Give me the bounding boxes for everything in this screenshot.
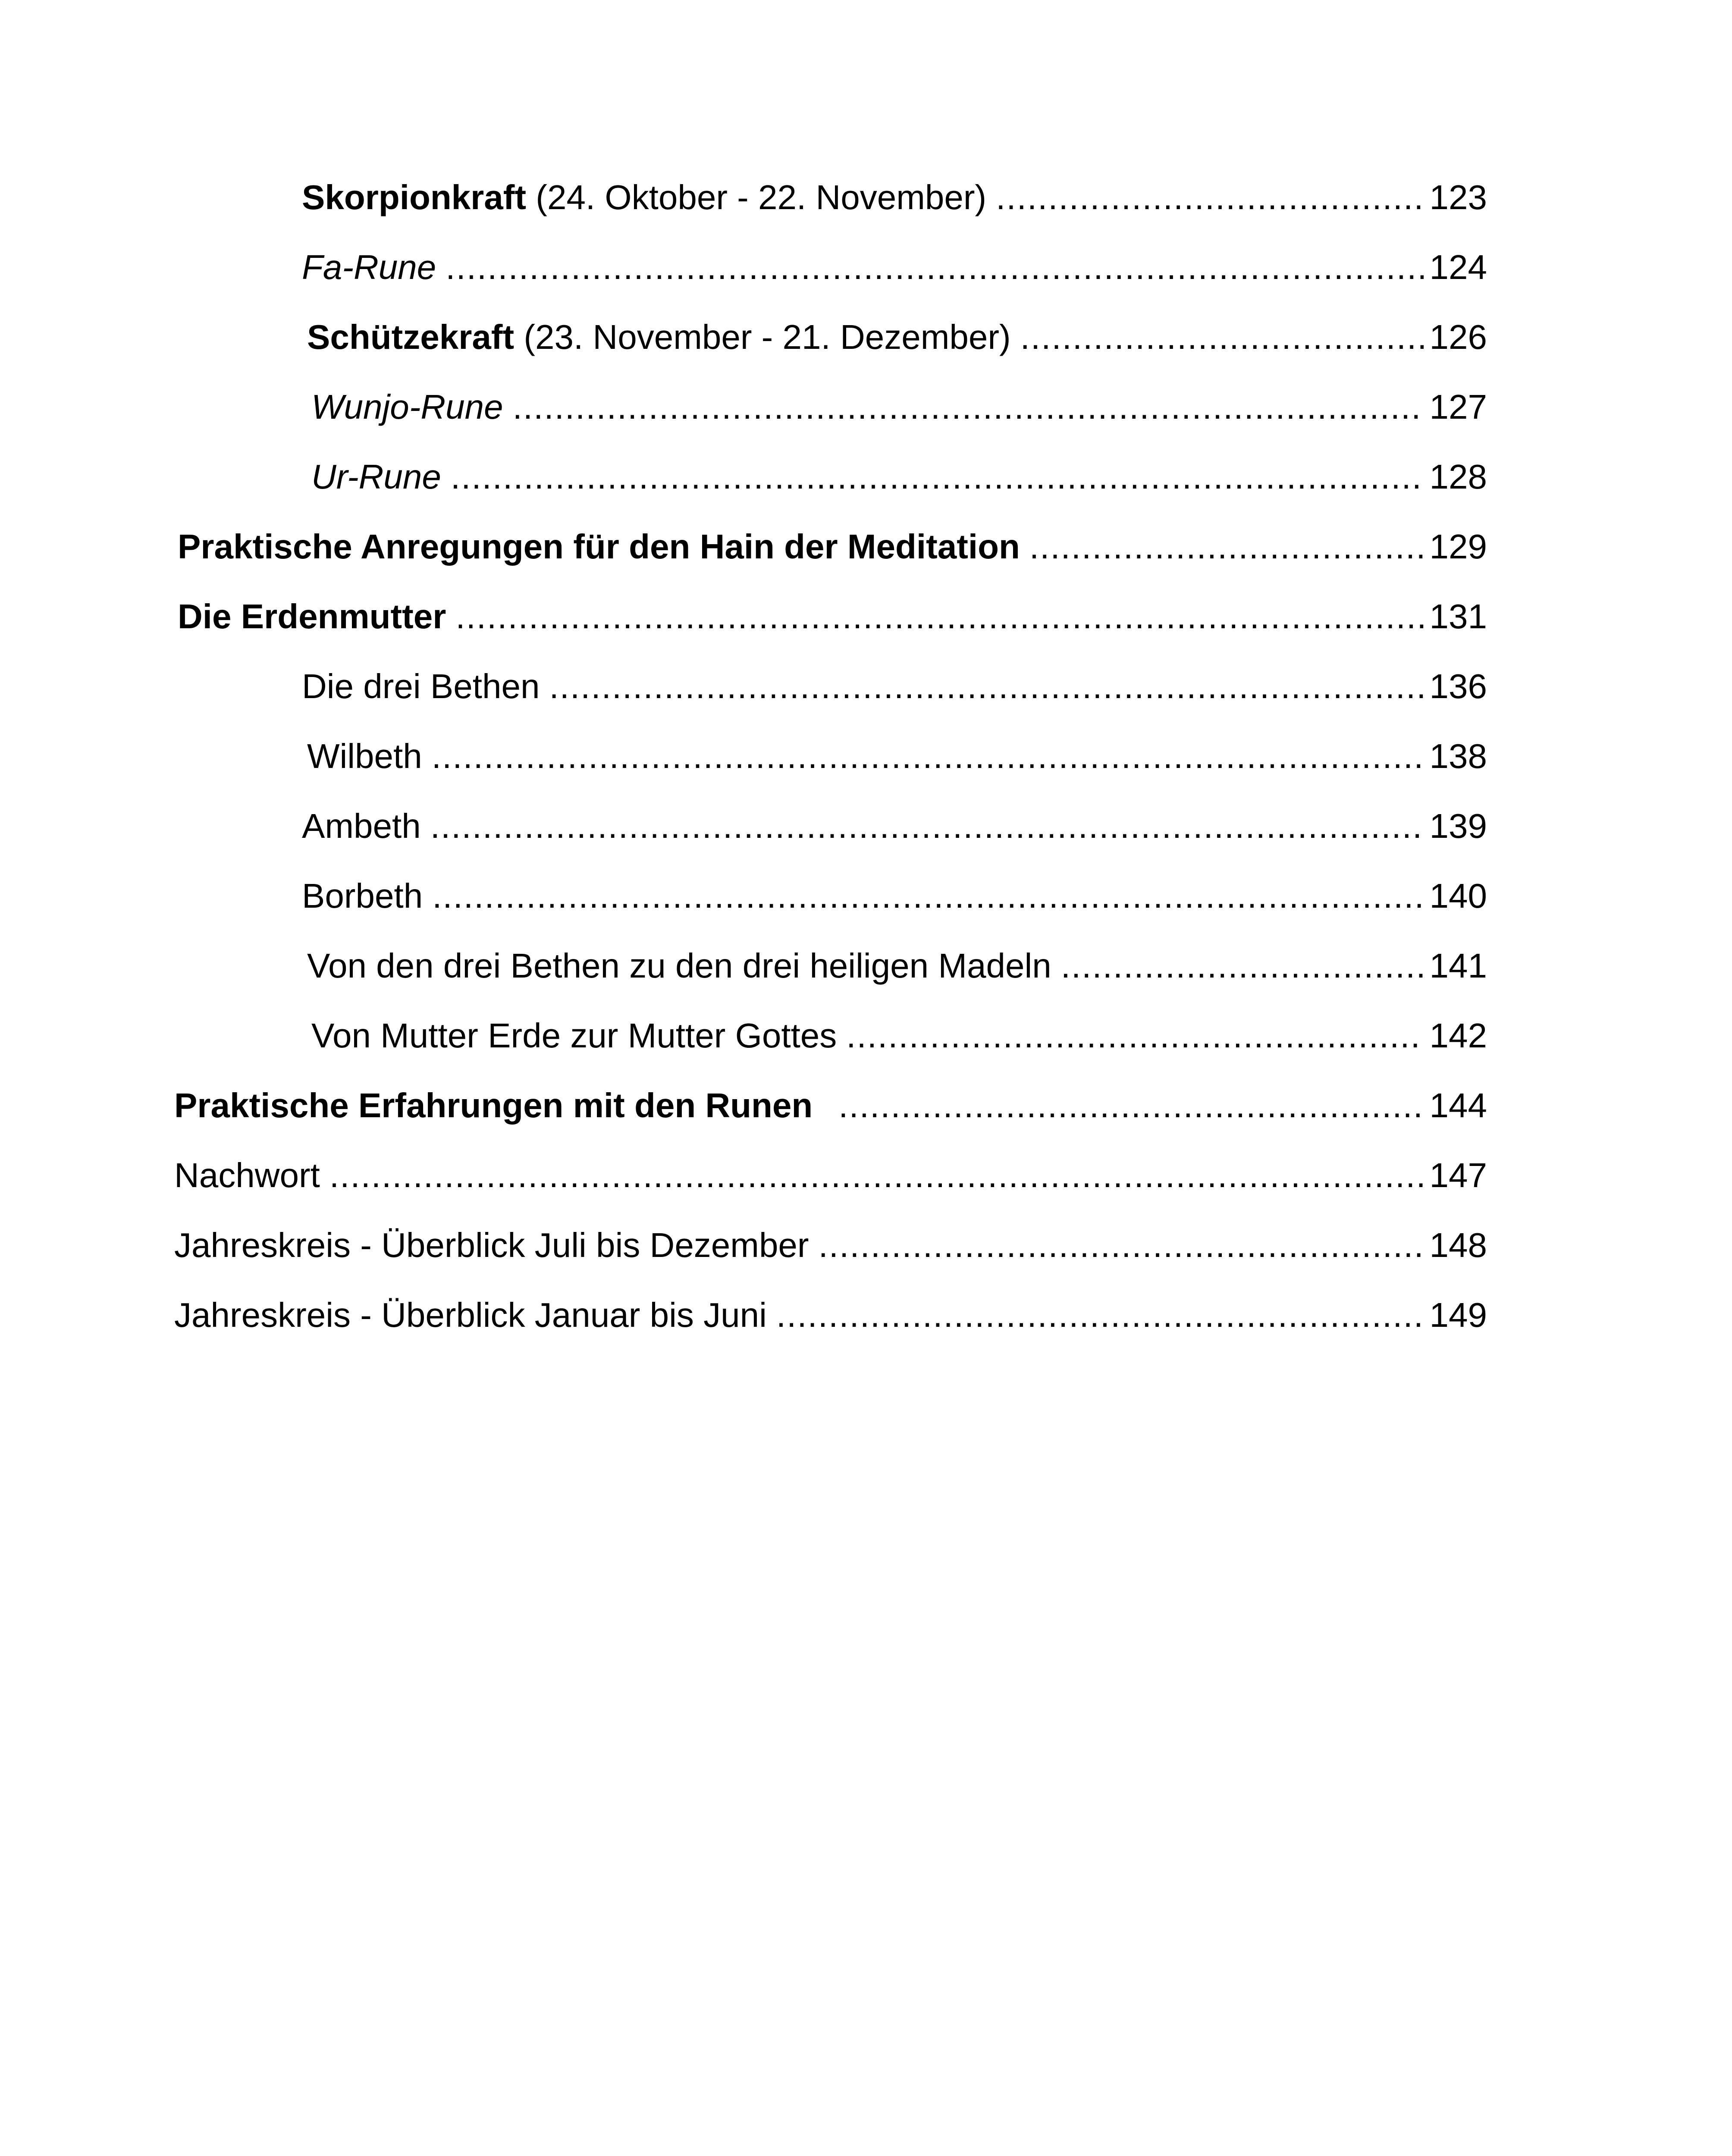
toc-entry-title: Wunjo-Rune: [311, 388, 503, 426]
toc-page-number: 144: [1429, 1086, 1487, 1125]
toc-entry-title: [302, 172, 986, 223]
dot-leader: [838, 1080, 1423, 1131]
toc-entry-title-rest: (24. Oktober - 22. November): [526, 178, 987, 216]
toc-page-number: 142: [1429, 1016, 1487, 1055]
dot-leader: [513, 381, 1424, 433]
toc-entry-title: Von den drei Bethen zu den drei heiligen Madeln: [307, 946, 1051, 985]
toc-entry-title: Jahreskreis - Überblick Januar bis Juni: [174, 1296, 767, 1334]
toc-entry-borbeth: [302, 870, 1487, 922]
toc-page-number: 148: [1429, 1226, 1487, 1264]
dot-leader: [549, 661, 1423, 712]
toc-entry-title-rest: (23. November - 21. Dezember): [514, 318, 1011, 356]
dot-leader: [451, 451, 1424, 503]
dot-leader: [996, 172, 1423, 223]
toc-entry-fa-rune: [302, 241, 1487, 293]
dot-leader: [446, 241, 1423, 293]
dot-leader: [430, 800, 1424, 852]
toc-entry-praktische-erfahrungen: [174, 1080, 1487, 1131]
toc-page-number: 149: [1429, 1296, 1487, 1334]
toc-entry-title: Die Erdenmutter: [178, 597, 446, 636]
toc-entry-von-den-drei-bethen: [307, 940, 1487, 992]
toc-entry-die-drei-bethen: [302, 661, 1487, 712]
toc-entry-title: [307, 311, 1011, 363]
toc-page-number: 147: [1429, 1156, 1487, 1194]
dot-leader: [432, 870, 1423, 922]
toc-entry-title: Wilbeth: [307, 737, 422, 775]
toc-entry-von-mutter-erde: [311, 1010, 1487, 1062]
toc-page-number: 138: [1429, 737, 1487, 775]
toc-entry-praktische-anregungen: [178, 521, 1487, 573]
toc-page-number: 127: [1429, 388, 1487, 426]
toc-page-number: 139: [1429, 807, 1487, 845]
toc-entry-title: Praktische Anregungen für den Hain der Meditation: [178, 527, 1020, 566]
toc-entry-title: Praktische Erfahrungen mit den Runen: [174, 1086, 813, 1125]
toc-entry-title: Von Mutter Erde zur Mutter Gottes: [311, 1016, 837, 1055]
toc-entry-title: Die drei Bethen: [302, 667, 540, 705]
toc-page-number: 123: [1429, 178, 1487, 216]
dot-leader: [1029, 521, 1424, 573]
toc-page-number: 140: [1429, 877, 1487, 915]
toc-page-number: 128: [1429, 458, 1487, 496]
dot-leader: [1020, 311, 1424, 363]
toc-entry-title: Ur-Rune: [311, 458, 441, 496]
toc-entry-ambeth: [302, 800, 1487, 852]
toc-page-number: 131: [1429, 597, 1487, 636]
dot-leader: [329, 1150, 1424, 1201]
dot-leader: [432, 730, 1424, 782]
toc-entry-skorpionkraft: [302, 172, 1487, 223]
toc-entry-wunjo-rune: [311, 381, 1487, 433]
toc-entry-jahreskreis-juli-dezember: [174, 1219, 1487, 1271]
toc-entry-title: Fa-Rune: [302, 248, 436, 286]
toc-entry-title: Borbeth: [302, 877, 423, 915]
dot-leader: [455, 591, 1423, 642]
toc-page-number: 124: [1429, 248, 1487, 286]
toc-page-number: 136: [1429, 667, 1487, 705]
dot-leader: [819, 1219, 1424, 1271]
toc-entry-wilbeth: [307, 730, 1487, 782]
toc-entry-ur-rune: [311, 451, 1487, 503]
toc-entry-title: Ambeth: [302, 807, 421, 845]
toc-entry-title: Jahreskreis - Überblick Juli bis Dezember: [174, 1226, 809, 1264]
toc-entry-die-erdenmutter: [178, 591, 1487, 642]
toc-entry-schuetzekraft: [307, 311, 1487, 363]
dot-leader: [1061, 940, 1424, 992]
dot-leader: [846, 1010, 1423, 1062]
toc-entry-nachwort: [174, 1150, 1487, 1201]
toc-entry-title-bold: Schützekraft: [307, 318, 515, 356]
toc-page-number: 126: [1429, 318, 1487, 356]
toc-entry-jahreskreis-januar-juni: [174, 1289, 1487, 1341]
toc-page-number: 129: [1429, 527, 1487, 566]
dot-leader: [776, 1289, 1424, 1341]
toc-entry-title: Nachwort: [174, 1156, 320, 1194]
toc-entry-title-bold: Skorpionkraft: [302, 178, 527, 216]
toc-page-number: 141: [1429, 946, 1487, 985]
